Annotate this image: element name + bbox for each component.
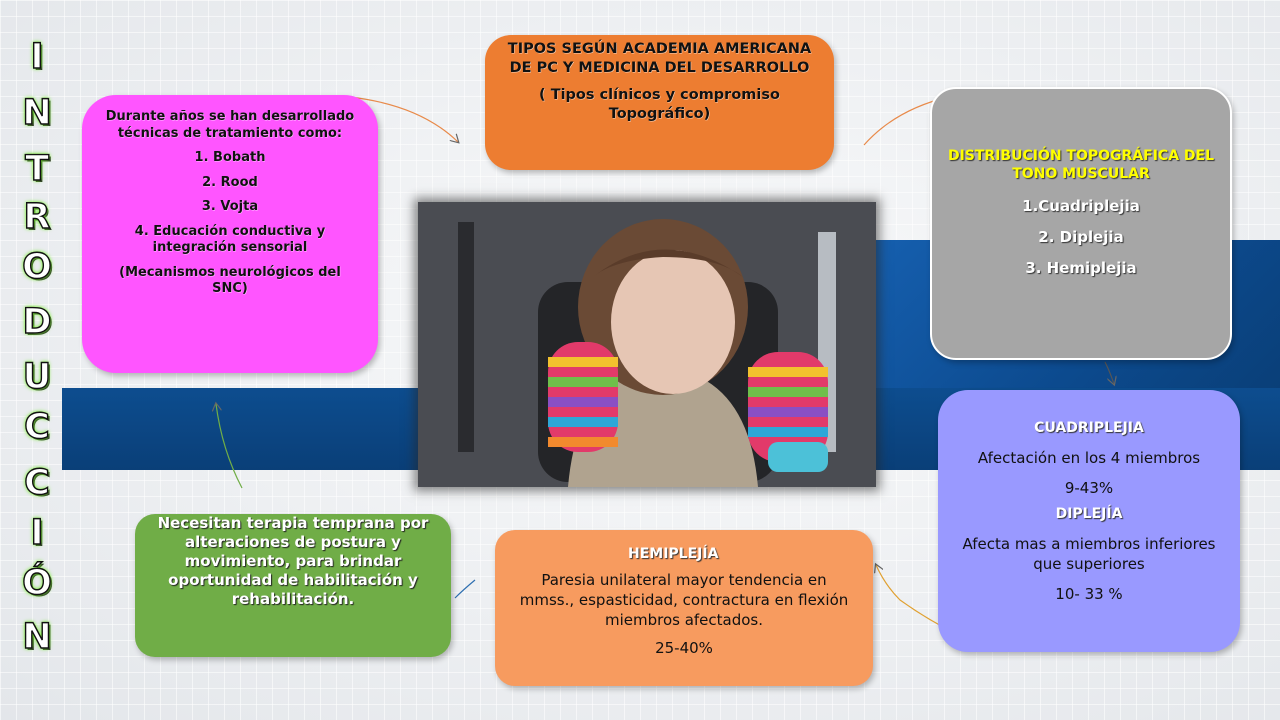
striped-mitten-right — [748, 352, 828, 472]
diplegia-description: Afecta mas a miembros inferiores que superiores — [962, 535, 1216, 573]
quadriplegia-description: Afectación en los 4 miembros — [977, 449, 1201, 467]
clinical-types-subtitle: ( Tipos clínicos y compromiso Topográfico) — [539, 87, 780, 122]
distribution-heading: DISTRIBUCIÓN TOPOGRÁFICA DEL TONO MUSCULAR — [947, 148, 1215, 182]
quadriplegia-percentage: 9-43% — [1064, 479, 1114, 497]
technique-item: 4. Educación conductiva y integración sensorial — [134, 223, 326, 255]
quadriplegia-title: CUADRIPLEJIA — [1034, 420, 1144, 436]
arrow-green-to-left — [216, 404, 242, 488]
clinical-types-heading: TIPOS SEGÚN ACADEMIA AMERICANA DE PC Y MEDICINA DEL DESARROLLO — [507, 41, 812, 76]
title-letter: N — [22, 93, 52, 133]
distribution-item: 1.Cuadriplejia — [1022, 197, 1140, 215]
hemiplegia-title: HEMIPLEJÍA — [628, 546, 719, 562]
title-letter: C — [24, 463, 50, 503]
title-letter: N — [22, 617, 52, 657]
title-letter: I — [30, 513, 44, 553]
striped-mitten-left — [548, 342, 618, 452]
diplegia-percentage: 10- 33 % — [1055, 585, 1123, 603]
title-letter: U — [22, 357, 52, 397]
arrow-salmon-to-green — [455, 580, 475, 598]
topographic-distribution-box — [930, 87, 1232, 360]
title-letter: Ó — [22, 563, 52, 603]
quadriplegia-diplegia-box — [938, 390, 1240, 652]
title-letter: C — [24, 407, 50, 447]
treatment-techniques-box — [82, 95, 378, 373]
diplegia-title: DIPLEJÍA — [1055, 506, 1123, 522]
hemiplegia-box — [495, 530, 873, 686]
arrow-right-to-lavender — [1105, 362, 1114, 384]
distribution-item: 3. Hemiplejia — [1025, 259, 1137, 277]
title-letter: T — [25, 149, 49, 189]
early-therapy-box — [135, 514, 451, 657]
distribution-item: 2. Diplejia — [1038, 228, 1124, 246]
hemiplegia-description: Paresia unilateral mayor tendencia en mmss., espasticidad, contractura en flexión miembros afectados. — [519, 571, 849, 629]
technique-item: 3. Vojta — [201, 199, 259, 214]
early-therapy-text: Necesitan terapia temprana por alteraciones de postura y movimiento, para brindar oportunidad de habilitación y rehabilitación. — [157, 514, 429, 608]
technique-item: 1. Bobath — [194, 150, 266, 165]
title-letter: R — [23, 197, 51, 237]
technique-item: 2. Rood — [202, 174, 258, 190]
clinical-types-box — [485, 35, 834, 170]
hemiplegia-percentage: 25-40% — [655, 639, 713, 657]
techniques-note: (Mecanismos neurológicos del SNC) — [119, 264, 341, 296]
title-letter: D — [22, 302, 52, 342]
techniques-intro: Durante años se han desarrollado técnicas de tratamiento como: — [105, 109, 355, 141]
child-wheelchair-photo — [418, 202, 876, 487]
title-letter: I — [30, 37, 44, 77]
title-letter: O — [22, 247, 52, 287]
